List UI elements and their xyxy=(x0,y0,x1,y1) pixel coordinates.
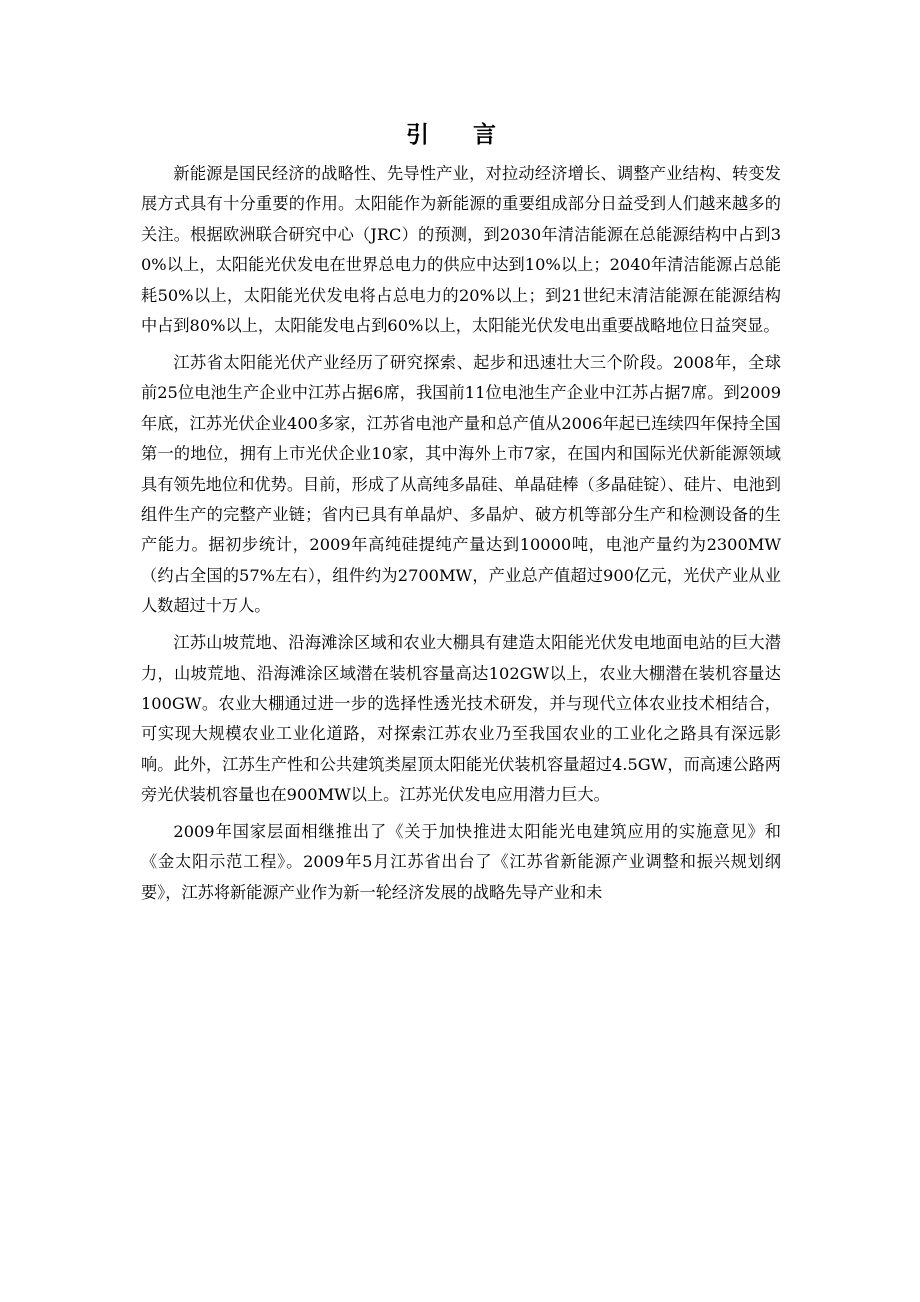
paragraph: 江苏省太阳能光伏产业经历了研究探索、起步和迅速壮大三个阶段。2008年，全球前25位电池生产企业中江苏占据6席，我国前11位电池生产企业中江苏占据7席。到2009年底，江苏光伏企业400多家，江苏省电池产量和总产值从2006年起已连续四年保持全国第一的地位，拥有上市光伏企业10家，其中海外上市7家，在国内和国际光伏新能源领域具有领先地位和优势。目前，形成了从高纯多晶硅、单晶硅棒（多晶硅锭）、硅片、电池到组件生产的完整产业链；省内已具有单晶炉、多晶炉、破方机等部分生产和检测设备的生产能力。据初步统计，2009年高纯硅提纯产量达到10000吨，电池产量约为2300MW（约占全国的57%左右），组件约为2700MW，产业总产值超过900亿元，光伏产业从业人数超过十万人。 xyxy=(141,352,781,616)
paragraph: 江苏山坡荒地、沿海滩涂区域和农业大棚具有建造太阳能光伏发电地面电站的巨大潜力，山坡荒地、沿海滩涂区域潜在装机容量高达102GW以上，农业大棚潜在装机容量达100GW。农业大棚通过进一步的选择性透光技术研发，并与现代立体农业技术相结合，可实现大规模农业工业化道路，对探索江苏农业乃至我国农业的工业化之路具有深远影响。此外，江苏生产性和公共建筑类屋顶太阳能光伏装机容量超过4.5GW，而高速公路两旁光伏装机容量也在900MW以上。江苏光伏发电应用潜力巨大。 xyxy=(141,633,781,805)
page-title: 引 言 xyxy=(405,121,514,148)
paragraph: 2009年国家层面相继推出了《关于加快推进太阳能光电建筑应用的实施意见》和《金太阳示范工程》。2009年5月江苏省出台了《江苏省新能源产业调整和振兴规划纲要》，江苏将新能源产业作为新一轮经济发展的战略先导产业和未 xyxy=(141,822,781,902)
paragraph: 新能源是国民经济的战略性、先导性产业，对拉动经济增长、调整产业结构、转变发展方式具有十分重要的作用。太阳能作为新能源的重要组成部分日益受到人们越来越多的关注。根据欧洲联合研究中心（JRC）的预测，到2030年清洁能源在总能源结构中占到3 0%以上，太阳能光伏发电在世界总电力的供应中达到10%以上；2040年清洁能源占总能耗50%以上，太阳能光伏发电将占总电力的20%以上；到21世纪末清洁能源在能源结构中占到80%以上，太阳能发电占到60%以上，太阳能光伏发电出重要战略地位日益突显。 xyxy=(141,164,781,336)
document-body xyxy=(141,159,781,915)
